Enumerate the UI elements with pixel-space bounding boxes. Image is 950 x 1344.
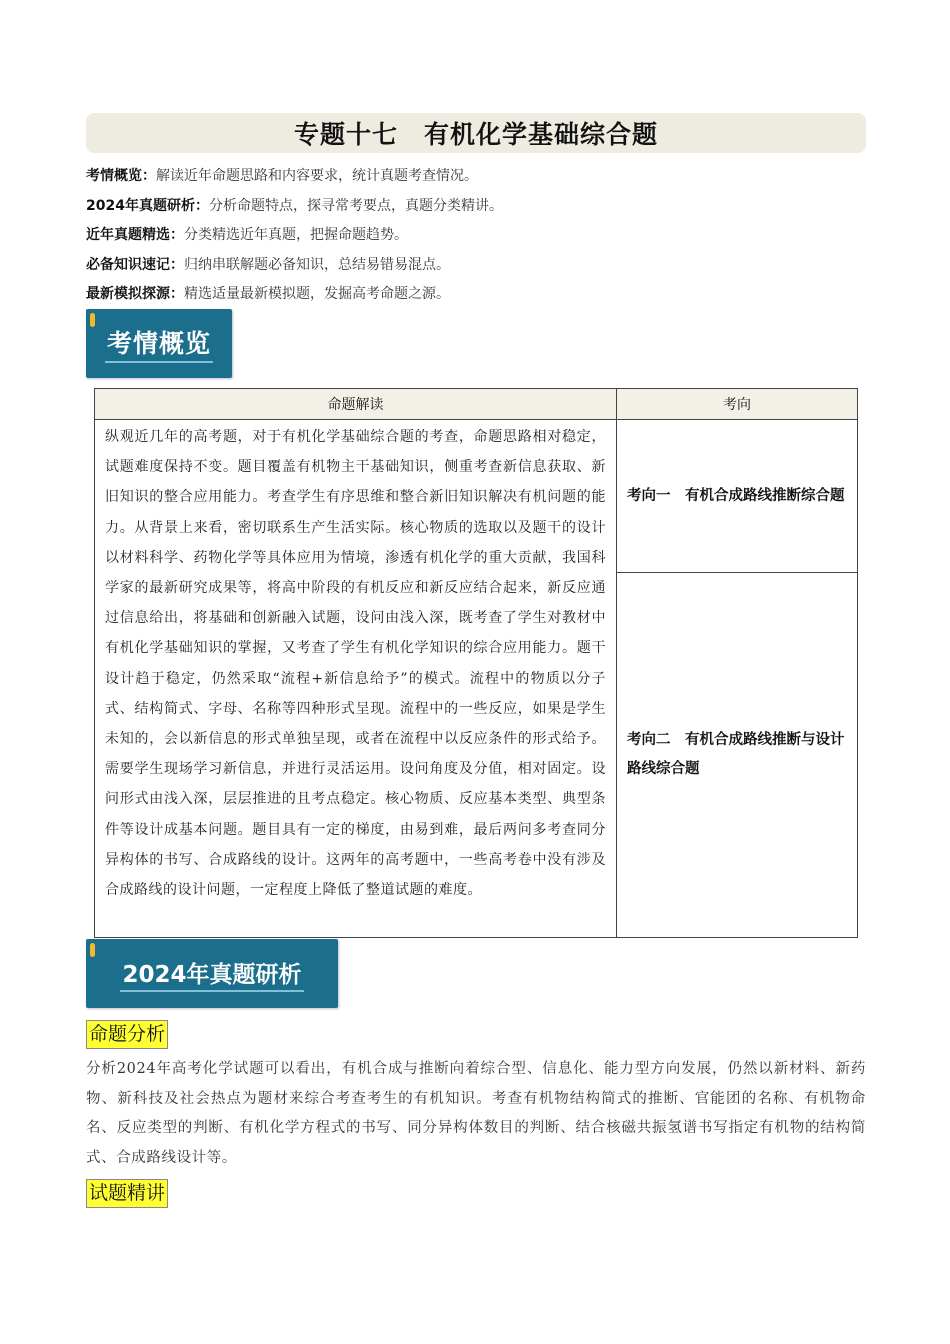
page-title: 专题十七 有机化学基础综合题 bbox=[293, 120, 658, 149]
overview-key: 2024年真题研析： bbox=[86, 197, 209, 214]
overview-key: 必备知识速记： bbox=[86, 256, 184, 273]
analysis-heading: 命题分析 bbox=[86, 1020, 168, 1049]
exam-overview-table bbox=[94, 388, 858, 938]
overview-list bbox=[86, 162, 866, 310]
overview-item bbox=[86, 162, 866, 192]
overview-key: 考情概览： bbox=[86, 168, 156, 184]
table-header-row bbox=[95, 389, 858, 420]
overview-value: 分类精选近年真题，把握命题趋势。 bbox=[184, 227, 408, 243]
section-badge-label: 考情概览 bbox=[105, 324, 213, 363]
table-reading-cell: 纵观近几年的高考题，对于有机化学基础综合题的考查，命题思路相对稳定，试题难度保持不变。题目覆盖有机物主干基础知识，侧重考查新信息获取、新旧知识的整合应用能力。考查学生有序思维和整合新旧知识解决有机问题的能力。从背景上来看，密切联系生产生活实际。核心物质的选取以及题干的设计以材料科学、药物化学等具体应用为情境，渗透有机化学的重大贡献，我国科学家的最新研究成果等，将高中阶段的有机反应和新反应结合起来，新反应通过信息给出，将基础和创新融入试题，设问由浅入深，既考查了学生对教材中有机化学基础知识的掌握，又考查了学生有机化学知识的综合应用能力。题干设计趋于稳定，仍然采取“流程+新信息给予”的模式。流程中的物质以分子式、结构简式、字母、名称等四种形式呈现。流程中的一些反应，如果是学生未知的，会以新信息的形式单独呈现，或者在流程中以反应条件的形式给予。需要学生现场学习新信息，并进行灵活运用。设问角度及分值，相对固定。设问形式由浅入深，层层推进的且考点稳定。核心物质、反应基本类型、典型条件等设计成基本问题。题目具有一定的梯度，由易到难，最后两问多考查同分异构体的书写、合成路线的设计。这两年的高考题中，一些高考卷中没有涉及合成路线的设计问题，一定程度上降低了整道试题的难度。 bbox=[95, 420, 617, 938]
overview-key: 近年真题精选： bbox=[86, 227, 184, 243]
overview-item bbox=[86, 251, 866, 281]
overview-value: 精选适量最新模拟题，发掘高考命题之源。 bbox=[184, 286, 450, 302]
overview-value: 归纳串联解题必备知识，总结易错易混点。 bbox=[184, 256, 450, 273]
section-badge-2024 bbox=[86, 939, 338, 1008]
overview-item bbox=[86, 221, 866, 251]
practice-heading: 试题精讲 bbox=[86, 1179, 168, 1208]
analysis-paragraph: 分析2024年高考化学试题可以看出，有机合成与推断向着综合型、信息化、能力型方向发展，仍然以新材料、新药物、新科技及社会热点为题材来综合考查考生的有机知识。考查有机物结构简式的推断、官能团的名称、有机物命名、反应类型的判断、有机化学方程式的书写、同分异构体数目的判断、结合核磁共振氢谱书写指定有机物的结构简式、合成路线设计等。 bbox=[86, 1061, 866, 1166]
table-row bbox=[95, 420, 858, 573]
table-direction-cell: 考向一 有机合成路线推断综合题 bbox=[617, 420, 858, 573]
overview-item bbox=[86, 192, 866, 222]
overview-key: 最新模拟探源： bbox=[86, 286, 184, 302]
overview-value: 解读近年命题思路和内容要求，统计真题考查情况。 bbox=[156, 168, 478, 184]
overview-value: 分析命题特点，探寻常考要点，真题分类精讲。 bbox=[208, 197, 503, 214]
page-title-bar bbox=[86, 113, 866, 153]
section-badge-label: 2024年真题研析 bbox=[120, 956, 303, 992]
overview-item bbox=[86, 280, 866, 310]
table-direction-cell: 考向二 有机合成路线推断与设计路线综合题 bbox=[617, 573, 858, 938]
table-header-reading: 命题解读 bbox=[95, 389, 617, 420]
section-badge-overview bbox=[86, 309, 232, 378]
table-header-direction: 考向 bbox=[617, 389, 858, 420]
